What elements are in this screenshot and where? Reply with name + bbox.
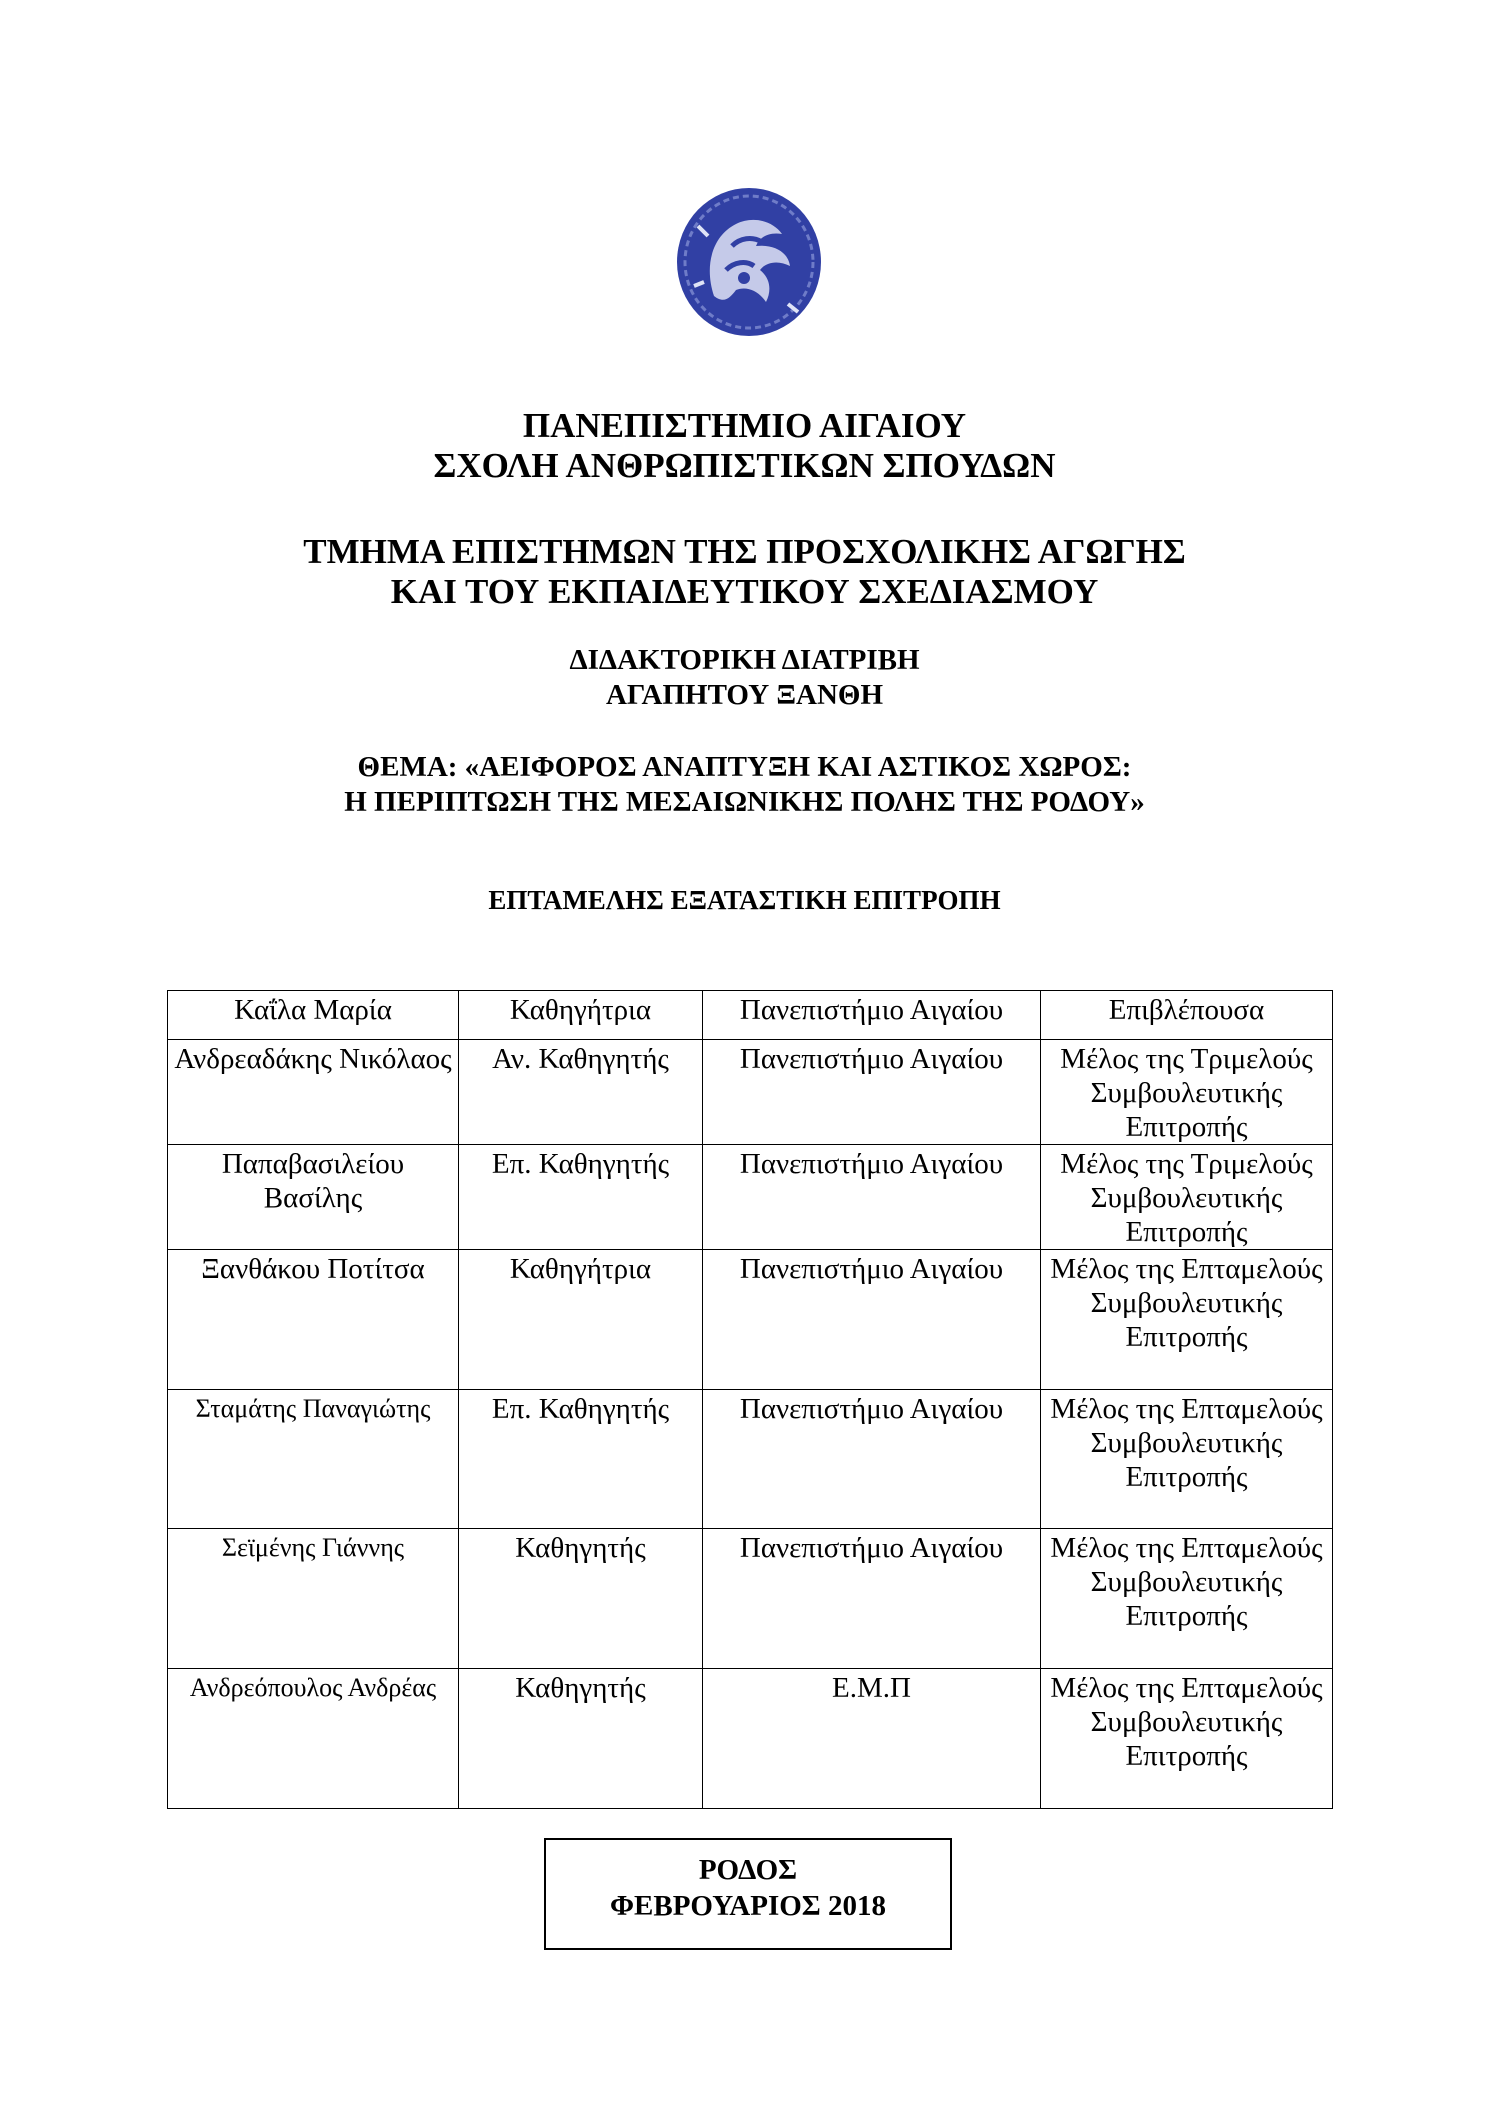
department-line-1: ΤΜΗΜΑ ΕΠΙΣΤΗΜΩΝ ΤΗΣ ΠΡΟΣΧΟΛΙΚΗΣ ΑΓΩΓΗΣ	[303, 532, 1186, 571]
table-row	[168, 1669, 1333, 1809]
member-institution: Πανεπιστήμιο Αιγαίου	[703, 991, 1041, 1040]
table-row	[168, 991, 1333, 1040]
footer-box	[544, 1838, 952, 1950]
member-institution: Πανεπιστήμιο Αιγαίου	[703, 1145, 1041, 1250]
member-name: Σεϊμένης Γιάννης	[168, 1529, 459, 1669]
member-role: Μέλος της Επταμελούς Συμβουλευτικής Επιτροπής	[1041, 1250, 1333, 1390]
member-title: Επ. Καθηγητής	[459, 1390, 703, 1529]
topic-line-1: ΘΕΜΑ: «ΑΕΙΦΟΡΟΣ ΑΝΑΠΤΥΞΗ ΚΑΙ ΑΣΤΙΚΟΣ ΧΩΡΟΣ:	[357, 751, 1132, 783]
member-role: Μέλος της Επταμελούς Συμβουλευτικής Επιτροπής	[1041, 1529, 1333, 1669]
table-row	[168, 1040, 1333, 1145]
member-name: Παπαβασιλείου Βασίλης	[168, 1145, 459, 1250]
table-row	[168, 1390, 1333, 1529]
university-seal-icon	[674, 186, 824, 338]
university-name: ΠΑΝΕΠΙΣΤΗΜΙΟ ΑΙΓΑΙΟΥ	[522, 406, 967, 445]
table-row	[168, 1250, 1333, 1390]
member-title: Επ. Καθηγητής	[459, 1145, 703, 1250]
member-title: Καθηγητής	[459, 1669, 703, 1809]
thesis-type: ΔΙΔΑΚΤΟΡΙΚΗ ΔΙΑΤΡΙΒΗ	[569, 644, 920, 676]
member-institution: Πανεπιστήμιο Αιγαίου	[703, 1529, 1041, 1669]
member-institution: Ε.Μ.Π	[703, 1669, 1041, 1809]
thesis-topic	[0, 750, 1489, 820]
member-role: Επιβλέπουσα	[1041, 991, 1333, 1040]
topic-line-2: Η ΠΕΡΙΠΤΩΣΗ ΤΗΣ ΜΕΣΑΙΩΝΙΚΗΣ ΠΟΛΗΣ ΤΗΣ ΡΟΔΟΥ»	[344, 786, 1145, 818]
member-title: Καθηγητής	[459, 1529, 703, 1669]
member-institution: Πανεπιστήμιο Αιγαίου	[703, 1250, 1041, 1390]
table-row	[168, 1145, 1333, 1250]
member-role: Μέλος της Επταμελούς Συμβουλευτικής Επιτροπής	[1041, 1669, 1333, 1809]
member-name: Ξανθάκου Ποτίτσα	[168, 1250, 459, 1390]
committee-table	[167, 990, 1333, 1809]
footer-city: ΡΟΔΟΣ	[698, 1854, 798, 1886]
member-institution: Πανεπιστήμιο Αιγαίου	[703, 1040, 1041, 1145]
member-name: Ανδρεαδάκης Νικόλαος	[168, 1040, 459, 1145]
member-title: Καθηγήτρια	[459, 991, 703, 1040]
department-heading	[0, 532, 1489, 612]
member-title: Αν. Καθηγητής	[459, 1040, 703, 1145]
university-heading	[0, 406, 1489, 486]
member-institution: Πανεπιστήμιο Αιγαίου	[703, 1390, 1041, 1529]
member-name: Καΐλα Μαρία	[168, 991, 459, 1040]
member-name: Ανδρεόπουλος Ανδρέας	[168, 1669, 459, 1809]
thesis-heading	[0, 643, 1489, 713]
member-title: Καθηγήτρια	[459, 1250, 703, 1390]
committee-title: ΕΠΤΑΜΕΛΗΣ ΕΞΑΤΑΣΤΙΚΗ ΕΠΙΤΡΟΠΗ	[488, 885, 1001, 915]
member-name: Σταμάτης Παναγιώτης	[168, 1390, 459, 1529]
member-role: Μέλος της Τριμελούς Συμβουλευτικής Επιτροπής	[1041, 1145, 1333, 1250]
school-name: ΣΧΟΛΗ ΑΝΘΡΩΠΙΣΤΙΚΩΝ ΣΠΟΥΔΩΝ	[433, 446, 1056, 485]
member-role: Μέλος της Τριμελούς Συμβουλευτικής Επιτροπής	[1041, 1040, 1333, 1145]
department-line-2: ΚΑΙ ΤΟΥ ΕΚΠΑΙΔΕΥΤΙΚΟΥ ΣΧΕΔΙΑΣΜΟΥ	[390, 572, 1099, 611]
thesis-author: ΑΓΑΠΗΤΟΥ ΞΑΝΘΗ	[605, 679, 884, 711]
table-row	[168, 1529, 1333, 1669]
footer-date: ΦΕΒΡΟΥΑΡΙΟΣ 2018	[609, 1890, 887, 1922]
member-role: Μέλος της Επταμελούς Συμβουλευτικής Επιτροπής	[1041, 1390, 1333, 1529]
